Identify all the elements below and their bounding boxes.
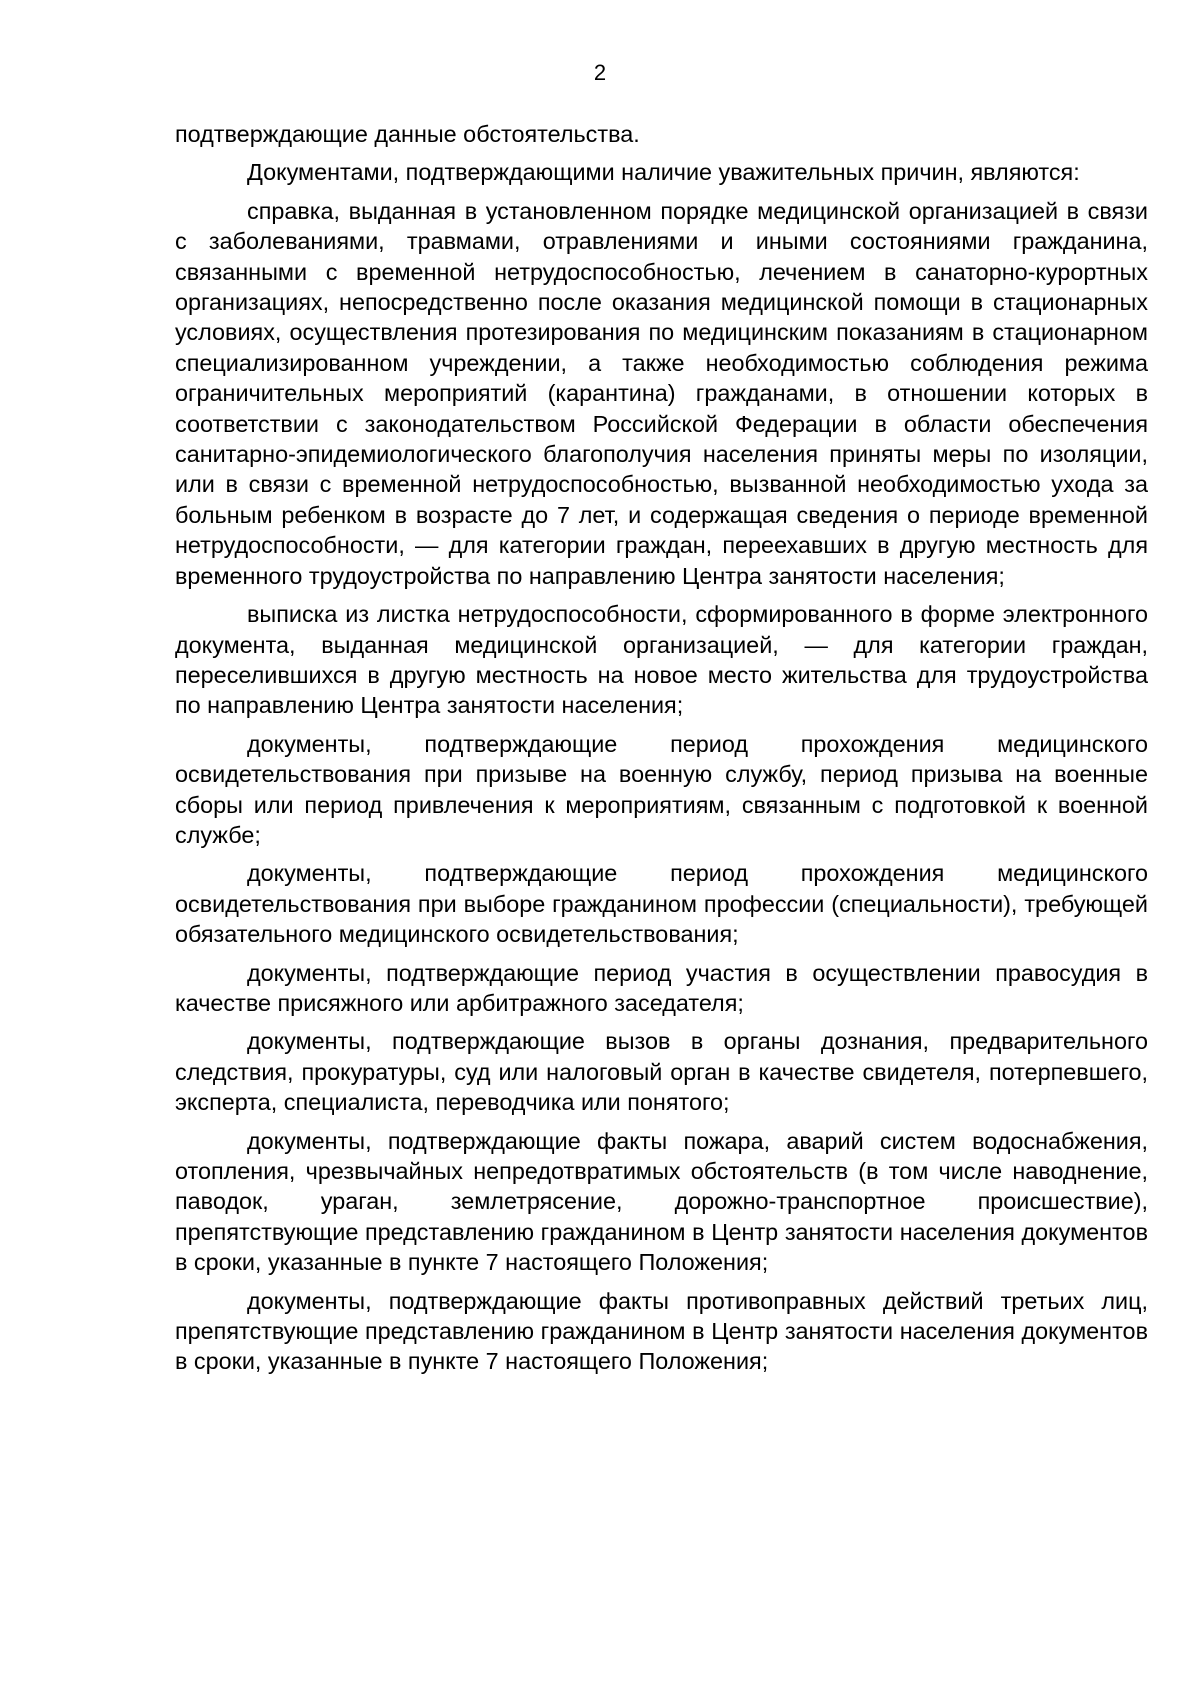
- paragraph: документы, подтверждающие период прохождения медицинского освидетельствования при выборе гражданином профессии (специальности), требующей обязательного медицинского освидетельствования;: [175, 860, 1148, 948]
- paragraph: Документами, подтверждающими наличие уважительных причин, являются:: [247, 159, 1080, 186]
- paragraph: документы, подтверждающие факты противоправных действий третьих лиц, препятствующие представлению гражданином в Центр занятости населения документов в сроки, указанные в пункте 7 настоящего Положения;: [175, 1287, 1148, 1375]
- paragraph: документы, подтверждающие вызов в органы дознания, предварительного следствия, прокуратуры, суд или налоговый орган в качестве свидетеля, потерпевшего, эксперта, специалиста, переводчика или понятого;: [175, 1028, 1148, 1116]
- paragraph: документы, подтверждающие факты пожара, аварий систем водоснабжения, отопления, чрезвычайных непредотвратимых обстоятельств (в том числе наводнение, паводок, ураган, землетрясение, дорожно-транспортное происшествие), препятствующие представлению гражданином в Центр занятости населения документов в сроки, указанные в пункте 7 настоящего Положения;: [175, 1127, 1148, 1276]
- document-body: [175, 119, 1148, 1385]
- paragraph: документы, подтверждающие период участия в осуществлении правосудия в качестве присяжного или арбитражного заседателя;: [175, 959, 1148, 1016]
- paragraph: подтверждающие данные обстоятельства.: [175, 121, 640, 147]
- paragraph: документы, подтверждающие период прохождения медицинского освидетельствования при призыве на военную службу, период призыва на военные сборы или период привлечения к мероприятиям, связанным с подготовкой к военной службе;: [175, 730, 1148, 848]
- paragraph: выписка из листка нетрудоспособности, сформированного в форме электронного документа, выданная медицинской организацией, — для категории граждан, переселившихся в другую местность на новое место жительства для трудоустройства по направлению Центра занятости населения;: [175, 601, 1148, 719]
- paragraph: справка, выданная в установленном порядке медицинской организацией в связи с заболеваниями, травмами, отравлениями и иными состояниями гражданина, связанными с временной нетрудоспособностью, лечением в санаторно-курортных организациях, непосредственно после оказания медицинской помощи в стационарных условиях, осуществления протезирования по медицинским показаниям в стационарном специализированном учреждении, а также необходимостью соблюдения режима ограничительных мероприятий (карантина) гражданами, в отношении которых в соответствии с законодательством Российской Федерации в области обеспечения санитарно-эпидемиологического благополучия населения приняты меры по изоляции, или в связи с временной нетрудоспособностью, вызванной необходимостью ухода за больным ребенком в возрасте до 7 лет, и содержащая сведения о периоде временной нетрудоспособности, — для категории граждан, переехавших в другую местность для временного трудоустройства по направлению Центра занятости населения;: [175, 197, 1148, 589]
- page-number: 2: [593, 60, 607, 85]
